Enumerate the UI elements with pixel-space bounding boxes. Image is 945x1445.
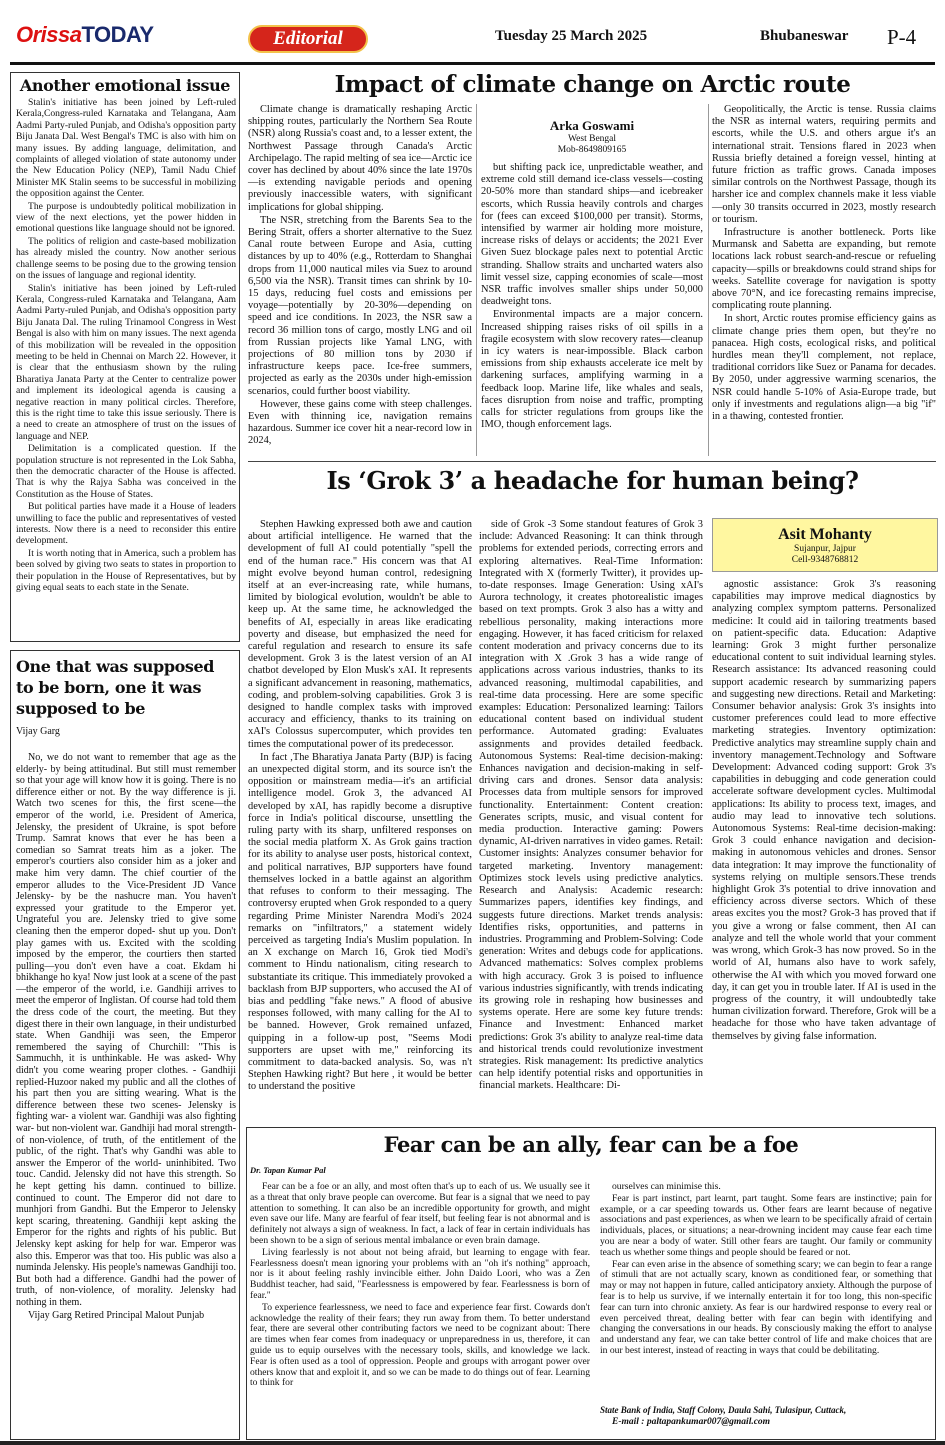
- arctic-author-place: West Bengal: [567, 134, 617, 144]
- grok-title: Is ‘Grok 3’ a headache for human being?: [326, 466, 859, 495]
- paragraph: The politics of religion and caste-based mobilization has already misled the country. Now another serious challenge seems to be posing due to the growing tension on the issues of language and regional identity.: [16, 235, 236, 282]
- fear-author: Dr. Tapan Kumar Pal: [250, 1165, 326, 1175]
- paragraph: Stalin's initiative has been joined by Left-ruled Kerala,Congress-ruled Karnataka and Telangana, Aam Aadmi Party-ruled Punjab, and Odisha's opposition party Biju Janata Dal. West Bengal's TMC is also with him on many issues. By adding language, delimitation, and complaints of alleged violation of state autonomy under the New Education Policy (NEP), Tamil Nadu Chief Minister MK Stalin seems to be successful in mobilizing the opposition against the Center.: [16, 97, 236, 200]
- paragraph: In short, Arctic routes promise efficiency gains as climate change pries them open, but they're no panacea. High costs, ecological risks, and political hurdles mean they'll complement, not replace, traditional corridors like Suez or Panama for decades. By 2050, under aggressive warming scenarios, the NSR could handle 5-10% of Asia-Europe trade, but only if investments and regulations align—a big "if" in a thawing, contested frontier.: [712, 313, 936, 423]
- left-article2-body: [16, 752, 236, 1436]
- grok-author-place: Sujanpur, Jajpur: [794, 544, 856, 554]
- paragraph: Climate change is dramatically reshaping Arctic shipping routes, particularly the Northern Sea Route (NSR) along Russia's coast and, to a lesser extent, the Northwest Passage through Canada's Arctic Archipelago. The rapid melting of sea ice—Arctic ice cover has declined by about 40% since the late 1970s—is extending navigable periods and opening previously inaccessible waters, with significant implications for global shipping.: [248, 104, 472, 213]
- divider: [708, 104, 709, 456]
- paragraph: But political parties have made it a House of leaders unwilling to face the public and representatives of vested interests. Now there is a need to reconsider this entire development.: [16, 501, 236, 547]
- masthead: [0, 0, 945, 62]
- paragraph: Environmental impacts are a major concern. Increased shipping raises risks of oil spills in a fragile ecosystem with slow recovery rates—cleanup in icy waters is near-impossible. Black carbon emissions from ship exhausts accelerate ice melt by darkening surfaces, amplifying warming in a feedback loop. Marine life, like whales and seals, faces disruption from noise and traffic, prompting calls for stricter regulations from groups like the IMO, though enforcement lags.: [481, 309, 703, 431]
- paragraph: Stephen Hawking expressed both awe and caution about artificial intelligence. He warned that the development of full AI could potentially "spell the end of the human race." His concern was that AI might evolve beyond human control, redesigning itself at an ever-increasing rate, while humans, limited by biological evolution, wouldn't be able to keep up. At the same time, he acknowledged the benefits of AI, especially in areas like eradicating poverty and disease, but emphasized the need for careful regulation and research to ensure its safe development. Grok 3 is the latest version of an AI chatbot developed by Elon Musk's xAI. It represents a significant advancement in reasoning, mathematics, coding, and problem-solving capabilities. Grok 3 is designed to handle complex tasks with improved accuracy and efficiency, thanks to its training on xAI's Colossus supercomputer, which provides ten times the computational power of its predecessor.: [248, 519, 472, 750]
- fear-col-2: [600, 1182, 932, 1404]
- issue-city: Bhubaneswar: [760, 28, 849, 44]
- arctic-col-2: [481, 162, 703, 458]
- left-article-body: [16, 97, 236, 637]
- paragraph: side of Grok -3 Some standout features of Grok 3 include: Advanced Reasoning: It can think through problems for extended periods, correcting errors and exploring alternatives. Real-Time Information: Integrated with X (formerly Twitter), it provides up-to-date responses. Image Generation: Using xAI's Aurora technology, it creates photorealistic images based on text prompts. Grok 3 also has a witty and rebellious personality, making interactions more engaging. However, it has faced criticism for relaxed content moderation and privacy concerns due to its integration with X .Grok 3 has a wide range of applications across various industries, thanks to its advanced reasoning, multimodal capabilities, and real-time data processing. Here are some specific examples: Education: Personalized learning: Tailors educational content based on individual student performance. Automated grading: Evaluates assignments and provides detailed feedback. Autonomous Systems: Real-time decision-making: Enhances navigation and decision-making in self-driving cars and drones. Sensor data analysis: Processes data from multiple sensors for improved functionality. Entertainment: Content creation: Generates scripts, music, and visual content for media production. Interactive gaming: Powers dynamic, AI-driven narratives in video games. Retail: Customer insights: Analyzes consumer behavior for targeted marketing. Inventory management: Optimizes stock levels using predictive analytics. Research and Analysis: Academic research: Summarizes papers, identifies key findings, and suggests future directions. Market trends analysis: Identifies risks, opportunities, and patterns in industries. Programming and Problem-Solving: Code generation: Writes and debugs code for applications. Advanced mathematics: Solves complex problems with high accuracy. Grok 3 is poised to influence various industries significantly, with trends indicating its growing role in reshaping how businesses and systems operate. Here are some key future trends: Finance and Investment: Enhanced market predictions: Grok 3's ability to analyze real-time data and historical trends could revolutionize investment strategies. Risk management: Its predictive analytics can help identify potential risks and opportunities in financial markets. Healthcare: Di-: [479, 519, 703, 1092]
- paragraph: The purpose is undoubtedly political mobilization in view of the next elections, yet the power hidden in emotional questions like language should not be ignored.: [16, 200, 236, 235]
- arctic-author: Arka Goswami: [549, 118, 635, 133]
- paragraph: Geopolitically, the Arctic is tense. Russia claims the NSR as internal waters, requiring permits and escorts, while the U.S. and others argue it's an international strait. Tensions flared in 2023 when Russia briefly detained a foreign vessel, hinting at future friction as traffic grows. Canada imposes similar controls on the Northwest Passage, though its harsher ice and complex channels make it less viable—only 30 transits occurred in 2023, mostly research or tourism.: [712, 104, 936, 225]
- grok-author-phone: Cell-9348768812: [791, 555, 859, 565]
- paragraph: Infrastructure is another bottleneck. Ports like Murmansk and Sabetta are expanding, but remote locations lack robust search-and-rescue or refueling capacity—spills or breakdowns could strand ships for weeks. Satellite coverage for navigation is spotty above 70°N, and ice forecasting remains imprecise, complicating route planning.: [712, 227, 936, 312]
- grok-byline: [712, 518, 938, 572]
- paragraph: but shifting pack ice, unpredictable weather, and extreme cold still demand ice-class vessels—costing 20-50% more than standard ships—and icebreaker escorts, which Russia heavily controls and charges for (fees can exceed $100,000 per transit). Storms, intensified by warmer air holding more moisture, increase risks of delays or accidents; the 2021 Ever Given Suez blockage pales next to potential Arctic stranding. Shallow straits and uncharted waters also limit vessel size, capping economies of scale—most NSR traffic involves smaller ships under 50,000 deadweight tons.: [481, 162, 703, 308]
- logo: [16, 22, 154, 48]
- paragraph: To experience fearlessness, we need to face and experience fear first. Cowards don't acknowledge the reality of their fears; they run away from them. To better understand fear, there are several other contributing factors we need to be cognizant about: There are times when fear comes from inadequacy or unpreparedness in us, therefore, it can guide us to equip ourselves with the necessary tools, skills, and knowledge we lack. Fear is often used as a tool of oppression. People and groups with arrogant power over others know that and exploit it, and so we can be made to do things out of fear. Learning to think for: [250, 1301, 590, 1389]
- paragraph: Living fearlessly is not about not being afraid, but learning to engage with fear. Fearlessness doesn't mean ignoring your problems with an "oh it's nothing" approach, nor is it about feeling rashly invincible either. John Daido Loori, who was a Zen Buddhist teacher, had said, "Fearlessness is empowered by fear. Fearlessness is born of fear.": [250, 1246, 590, 1301]
- fear-title: Fear can be an ally, fear can be a foe: [383, 1132, 799, 1157]
- arctic-author-phone: Mob-8649809165: [557, 145, 627, 155]
- paragraph: In fact ,The Bharatiya Janata Party (BJP) is facing an unexpected digital storm, and its source isn't the opposition or mainstream media—it's an artificial intelligence model. Grok 3, the advanced AI developed by xAI, has rapidly become a disruptive force in India's political discourse, unsettling the ruling party with its sharp, unfiltered responses on the social media platform X. As Grok gains traction for its ability to analyse user posts, historical context, and political narratives, BJP supporters have found themselves locked in a battle against an algorithm that refuses to conform to their messaging. The controversy erupted when Grok responded to a query regarding Prime Minister Narendra Modi's 2024 remarks on "infiltrators," a statement widely perceived as targeting India's Muslim population. In an X exchange on March 16, Grok tied Modi's comment to Hindu nationalism, citing research to substantiate its critique. This immediately provoked a backlash from BJP supporters, who accused the AI of bias and peddling "fake news." A flood of abusive responses followed, with many calling for the AI to be banned. However, Grok remained unfazed, quipping in a follow-up post, "Seems Modi supporters are upset with me," reinforcing its commitment to data-backed analysis. So, was n't Stephen Hawking right? But here , it would be better to understand the positive: [248, 751, 472, 1093]
- section-badge: Editorial: [248, 25, 368, 53]
- paragraph: Fear can even arise in the absence of something scary; we can begin to fear a range of stimuli that are not actually scary, known as conditioned fear, or something that may or may not happen in future, called anticipatory anxiety. Although the purpose of fear is to help us survive, if we internally entertain it for too long, this non-specific fear can turn into chronic anxiety. As fear is our hardwired response to every real or even perceived threat, dealing better with fear can begin with identifying and changing the conversations in our heads. By consciously making the effort to analyse and understand any fear, we can take better control of life and make choices that are in our best interest, instead of reacting in ways that could be debilitating.: [600, 1258, 932, 1356]
- grok-col-3: [712, 579, 936, 1042]
- header-rule: [10, 62, 935, 65]
- paragraph: The NSR, stretching from the Barents Sea to the Bering Strait, offers a shorter alternative to the Suez Canal route between Europe and Asia, cutting distances by up to 40% (e.g., Rotterdam to Shanghai drops from 11,000 nautical miles via Suez to around 6,500 via the NSR). Transit times can shrink by 10-15 days, reducing fuel costs and emissions per voyage—potentially by 20-30%—depending on speed and ice conditions. In 2023, the NSR saw a record 36 million tons of cargo, mostly LNG and oil from Russian projects like Yamal LNG, with projections of 80 million tons by 2030 if infrastructure keeps pace. Ice-free summers, projected as early as the 2030s under high-emission scenarios, could further boost viability.: [248, 214, 472, 397]
- page-number: P-4: [887, 25, 917, 49]
- paragraph: However, these gains come with steep challenges. Even with thinning ice, navigation remains hazardous. Summer ice cover hit a near-record low in 2024,: [248, 398, 472, 447]
- grok-col-1: [248, 519, 472, 1093]
- arctic-byline: [482, 118, 702, 156]
- arctic-title: Impact of climate change on Arctic route: [334, 71, 851, 98]
- paragraph: Fear is part instinct, part learnt, part taught. Some fears are instinctive; pain for example, or a car speeding towards us. Other fears are learnt because of negative associations and past experiences, as when we learn to be specifically afraid of certain individuals, places, or situations; a near-drowning incident may cause fear each time you are near a body of water. Still other fears are taught. Our family or community teach us whether some things and people should be feared or not.: [600, 1192, 932, 1258]
- paragraph: Stalin's initiative has been joined by Left-ruled Kerala, Congress-ruled Karnataka and Telangana, Aam Aadmi Party-ruled Punjab, and Odisha's opposition party Biju Janata Dal. The ruling Trinamool Congress in West Bengal is also with him on many issues. The next agenda of this mobilization will be revealed in the opposition meeting to be held in Chennai on March 22. However, it is clear that the enthusiasm shown by the ruling Bharatiya Janata Party at the Center to centralize power and implement its ideological agenda is causing a negative reaction in many political circles. Therefore, this is the right time to take this issue seriously. There is a need to create an atmosphere of trust on the issues of language and NEP.: [16, 282, 236, 442]
- left-article2-author: Vijay Garg: [16, 726, 60, 737]
- divider: [476, 104, 477, 456]
- paragraph: Vijay Garg Retired Principal Malout Punjab: [28, 1309, 205, 1321]
- paragraph: It is worth noting that in America, such a problem has been solved by giving two seats to states in proportion to their population in the House of Representatives, but by giving equal seats to each state in the Senate.: [16, 547, 236, 594]
- paragraph: ourselves can minimise this.: [612, 1181, 721, 1192]
- logo-orissa: Orissa: [16, 22, 82, 47]
- arctic-col-1: [248, 104, 472, 458]
- divider: [248, 461, 936, 462]
- grok-author: Asit Mohanty: [778, 526, 872, 543]
- logo-today: TODAY: [81, 22, 154, 47]
- grok-col-2: [479, 519, 703, 1092]
- paragraph: Fear can be a foe or an ally, and most often that's up to each of us. We usually see it as a threat that only brave people can overcome. But fear is a signal that we need to pay attention to something. It can also be an incredible opportunity for growth, and might even save our life. Many are fearful of fear itself, but feeling fear is not abnormal and is definitely not always a sign of weakness. In fact, a lack of fear in certain individuals has been shown to be a sign of serious mental imbalance or even brain damage.: [250, 1181, 590, 1246]
- paragraph: agnostic assistance: Grok 3's reasoning capabilities may improve medical diagnostics by analyzing complex symptom patterns. Personalized medicine: It could aid in tailoring treatments based on patient-specific data. Education: Adaptive learning: Grok 3 might further personalize educational content to suit individual learning styles. Research assistance: Its advanced reasoning could support academic research by summarizing papers and suggesting new directions. Retail and Marketing: Consumer behavior analysis: Grok 3's insights into customer preferences could lead to more effective marketing strategies. Inventory optimization: Predictive analytics may streamline supply chain and inventory management.Technology and Software Development: Advanced coding support: Grok 3's capabilities in debugging and code generation could accelerate software development cycles. Multimodal applications: Its ability to process text, images, and audio may lead to innovative tech solutions. Autonomous Systems: Real-time decision-making: Grok 3 could enhance navigation and decision-making in autonomous vehicles and drones. Sensor data integration: It may improve the functionality of systems relying on multiple sensors.These trends highlight Grok 3's potential to drive innovation and efficiency across diverse sectors. Which of these areas excites you the most? Grok-3 has proved that if you give a wrong or false comment, then AI can analyze and tell the whole world that your comment was wrong, which Grok-3 has now proved. So in the world of AI, humans also have to work safely, otherwise the AI with which you moved forward one day, it can get you in trouble later. If AI is used in the progress of the country, it will undoubtedly take human civilization forward. Therefore, Grok will be a headache for those who have taken advantage of themselves by giving false information.: [712, 579, 936, 1042]
- fear-address: State Bank of India, Staff Colony, Daula Sahi, Tulasipur, Cuttack,: [600, 1405, 847, 1415]
- left-article-title: Another emotional issue: [19, 76, 231, 95]
- footer-rule: [0, 1441, 945, 1445]
- fear-email: E-mail : paltapankumar007@gmail.com: [612, 1417, 771, 1427]
- left-article2-title: One that was supposed to be born, one it was supposed to be: [16, 657, 215, 718]
- arctic-col-3: [712, 104, 936, 458]
- issue-date: Tuesday 25 March 2025: [495, 28, 648, 44]
- paragraph: No, we do not want to remember that age as the elderly- by being attitudinal. But still must remember so that your age will know how it is going. There is no difference either or not. By the way difference is ji. Watch two scenes for this, the first scene—the emperor of the world, i.e. President of America, Jelensky, the president of Ukraine, is spot before Trump. Samrat knows that ever he has been a comedian so Samrat treats him as a joker. The emperor's courtiers also consider him as a joker and make him very damn. The chief courtier of the emperor alludes to the Vice-President JD Vance Jelensky- by be the nashucre man. You haven't expressed your gratitude to the Emperor yet. Ungrateful you are. Jelensky tried to give some cleaning then the emperor doped- shut up you. Don't play games with us. Excited with the scolding imposed by the emperor, the courtiers then started pulling—you don't even have a coat. Ekdam hi bhikhange ho kya! Now just look at a scene of the past—the emperor of the world, i.e. Gandhiji arrives to meet the emperor of Inglistan. Of course had told them the dress code of the court, the meeting. But they digest there in their own language, in their undisturbed state. When Gandhiji was seen, the Emperor remembered the saying of Churchill: "This is Sammuchh, it is unthinkable. He was asked- Why didn't you come wearing proper clothes. - Gandhiji replied-Huzoor naked my public and all the clothes of his part then you are sitting wearing. What is the difference between these two scenes- Jelensky is fighting war- a violent war. Gandhiji was also fighting war- but non-violent war. Gandhiji had moral strength- of non-violence, of truth, of the entitlement of the public, of the right. That's why Gandhi was able to answer the Emperor of the world- uninhibited. Two touc. Candid. Jelensky did not have this strength. So he kept getting his damn. continued to billize. continued to count. The Emperor did not dare to munhjori from Gandhi. But the Emperor to Jelensky kept scaring, threatening. Gandhiji kept asking the Emperor for the rights and rights of his public. But Jelensky kept asking for help for war. Emperor was also this. Emperor was that too. His public was also a numinda Jelensky. His people's namewas Gandhiji too. But both had a difference. Gandhi had the power of truth, of non-violence, of morality. Jelensky had nothing in them.: [16, 752, 237, 1308]
- paragraph: Delimitation is a complicated question. If the population structure is not represented in the Lok Sabha, then the democratic character of the House is affected. That is why the Rajya Sabha was conceived in the Constitution as the House of States.: [16, 443, 236, 500]
- fear-col-1: [250, 1182, 590, 1432]
